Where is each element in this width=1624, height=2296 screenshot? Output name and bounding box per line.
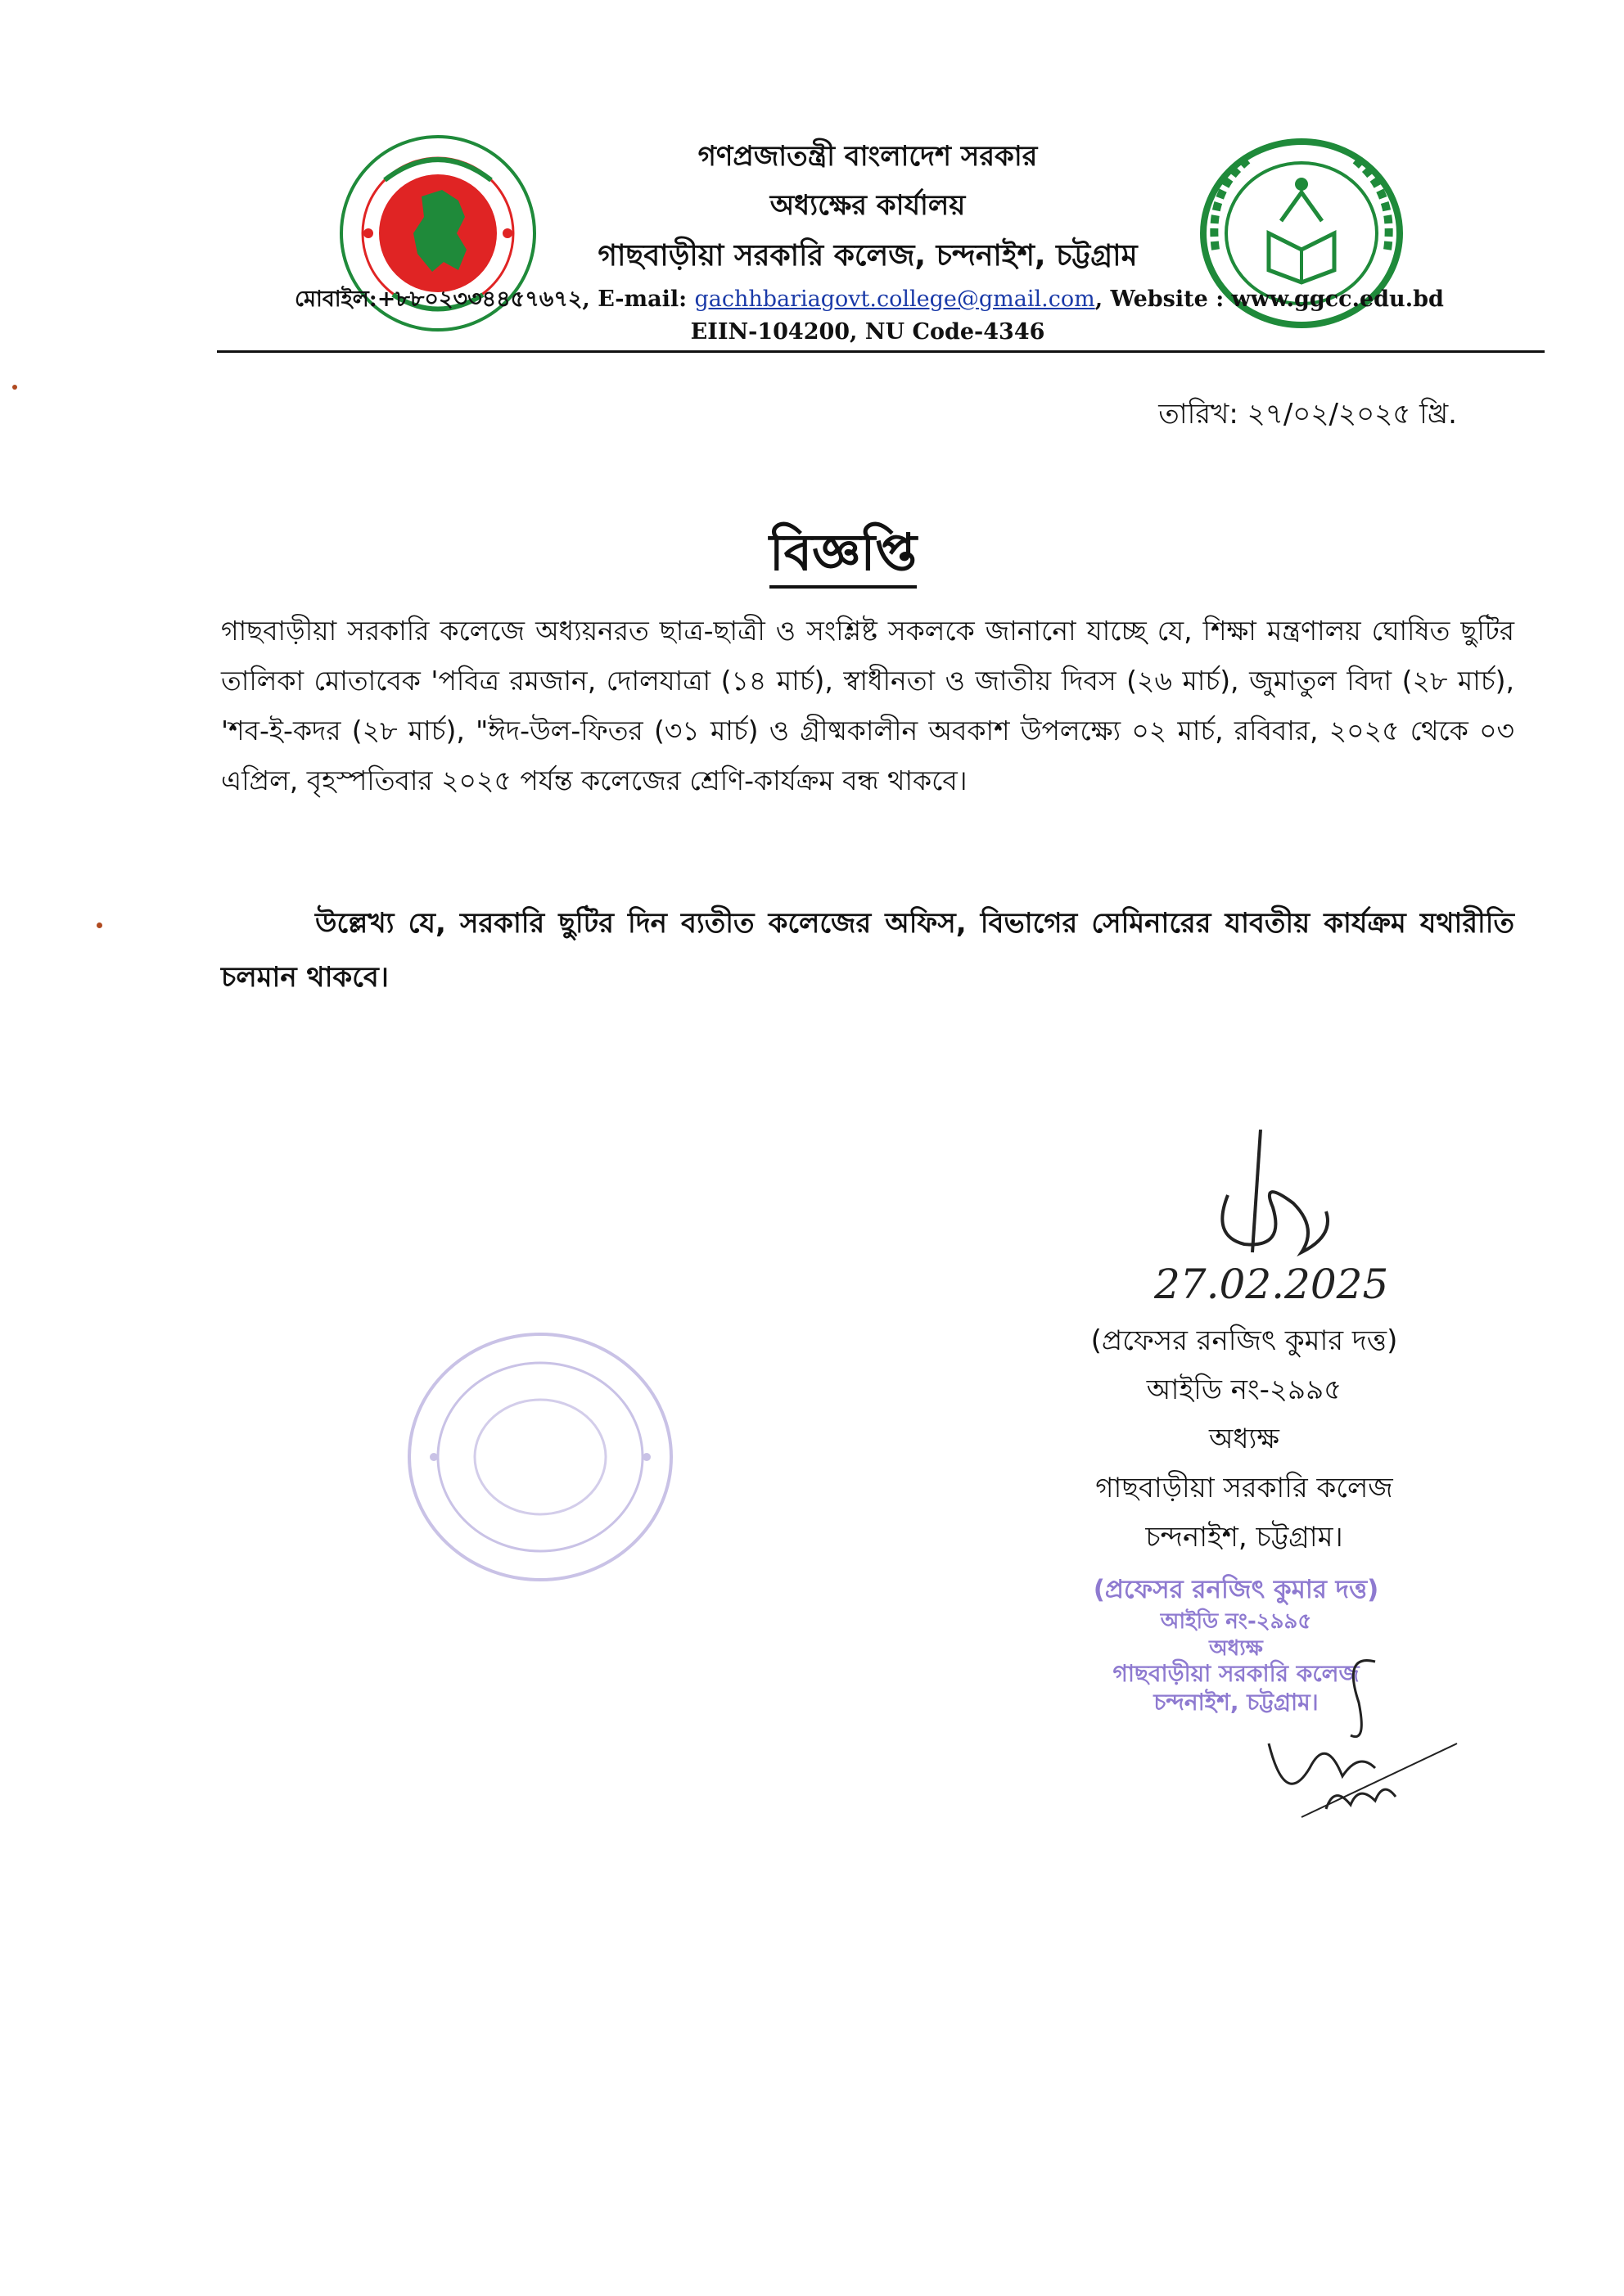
stamp-id: আইডি নং-২৯৯৫ [1160, 1609, 1312, 1634]
handwritten-date: 27.02.2025 [1154, 1261, 1389, 1308]
stamp-college: গাছবাড়ীয়া সরকারি কলেজ [1112, 1660, 1360, 1687]
notice-title [655, 514, 1031, 598]
website-label: , Website : www.ggcc.edu.bd [1094, 286, 1444, 312]
government-name: গণপ্রজাতন্ত্রী বাংলাদেশ সরকার [697, 140, 1038, 173]
college-seal-icon [401, 1326, 679, 1588]
scan-speck [12, 385, 17, 390]
stamp-designation: অধ্যক্ষ [1209, 1636, 1263, 1661]
second-signature-icon [1252, 1645, 1465, 1825]
stamp-place: চন্দনাইশ, চট্টগ্রাম। [1153, 1689, 1319, 1716]
signatory-id: আইডি নং-২৯৯৫ [1146, 1374, 1342, 1406]
office-name: অধ্যক্ষের কার্যালয় [769, 189, 966, 222]
header-divider [217, 350, 1545, 353]
mobile-label: মোবাইল:+৮৮০২৩৩৪৪৫৭৬৭২, E-mail: [295, 286, 688, 312]
scan-speck [97, 922, 102, 928]
notice-body: গাছবাড়ীয়া সরকারি কলেজে অধ্যয়নরত ছাত্র-ছাত্রী ও সংশ্লিষ্ট সকলকে জানানো যাচ্ছে যে, শিক্ষা মন্ত্রণালয় ঘোষিত ছুটির তালিকা মোতাবেক 'পবিত্র রমজান, দোলযাত্রা (১৪ মার্চ), স্বাধীনতা ও জাতীয় দিবস (২৬ মার্চ), জুমাতুল বিদা (২৮ মার্চ), 'শব-ই-কদর (২৮ মার্চ), "ঈদ-উল-ফিতর (৩১ মার্চ) ও গ্রীষ্মকালীন অবকাশ উপলক্ষ্যে ০২ মার্চ, রবিবার, ২০২৫ থেকে ০৩ এপ্রিল, বৃহস্পতিবার ২০২৫ পর্যন্ত কলেজের শ্রেণি-কার্যক্রম বন্ধ থাকবে। [221, 615, 1514, 796]
email-link[interactable]: gachhbariagovt.college@gmail.com [694, 286, 1095, 312]
notice-date: তারিখ: ২৭/০২/২০২৫ খ্রি. [1158, 398, 1457, 431]
eiin-code: EIIN-104200, NU Code-4346 [690, 319, 1045, 345]
signatory-designation: অধ্যক্ষ [1209, 1423, 1279, 1455]
contact-line [295, 282, 1465, 319]
signatory-college: গাছবাড়ীয়া সরকারি কলেজ [1095, 1472, 1393, 1504]
notice-note: উল্লেখ্য যে, সরকারি ছুটির দিন ব্যতীত কলেজের অফিস, বিভাগের সেমিনারের যাবতীয় কার্যক্রম যথারীতি চলমান থাকবে। [221, 907, 1514, 994]
stamp-name: (প্রফেসর রনজিৎ কুমার দত্ত) [1093, 1575, 1379, 1604]
signatory-name: (প্রফেসর রনজিৎ কুমার দত্ত) [1090, 1324, 1398, 1357]
signatory-place: চন্দনাইশ, চট্টগ্রাম। [1145, 1521, 1343, 1554]
notice-title-text: বিজ্ঞপ্তি [769, 522, 917, 589]
college-name: গাছবাড়ীয়া সরকারি কলেজ, চন্দনাইশ, চট্টগ্রাম [598, 239, 1138, 273]
